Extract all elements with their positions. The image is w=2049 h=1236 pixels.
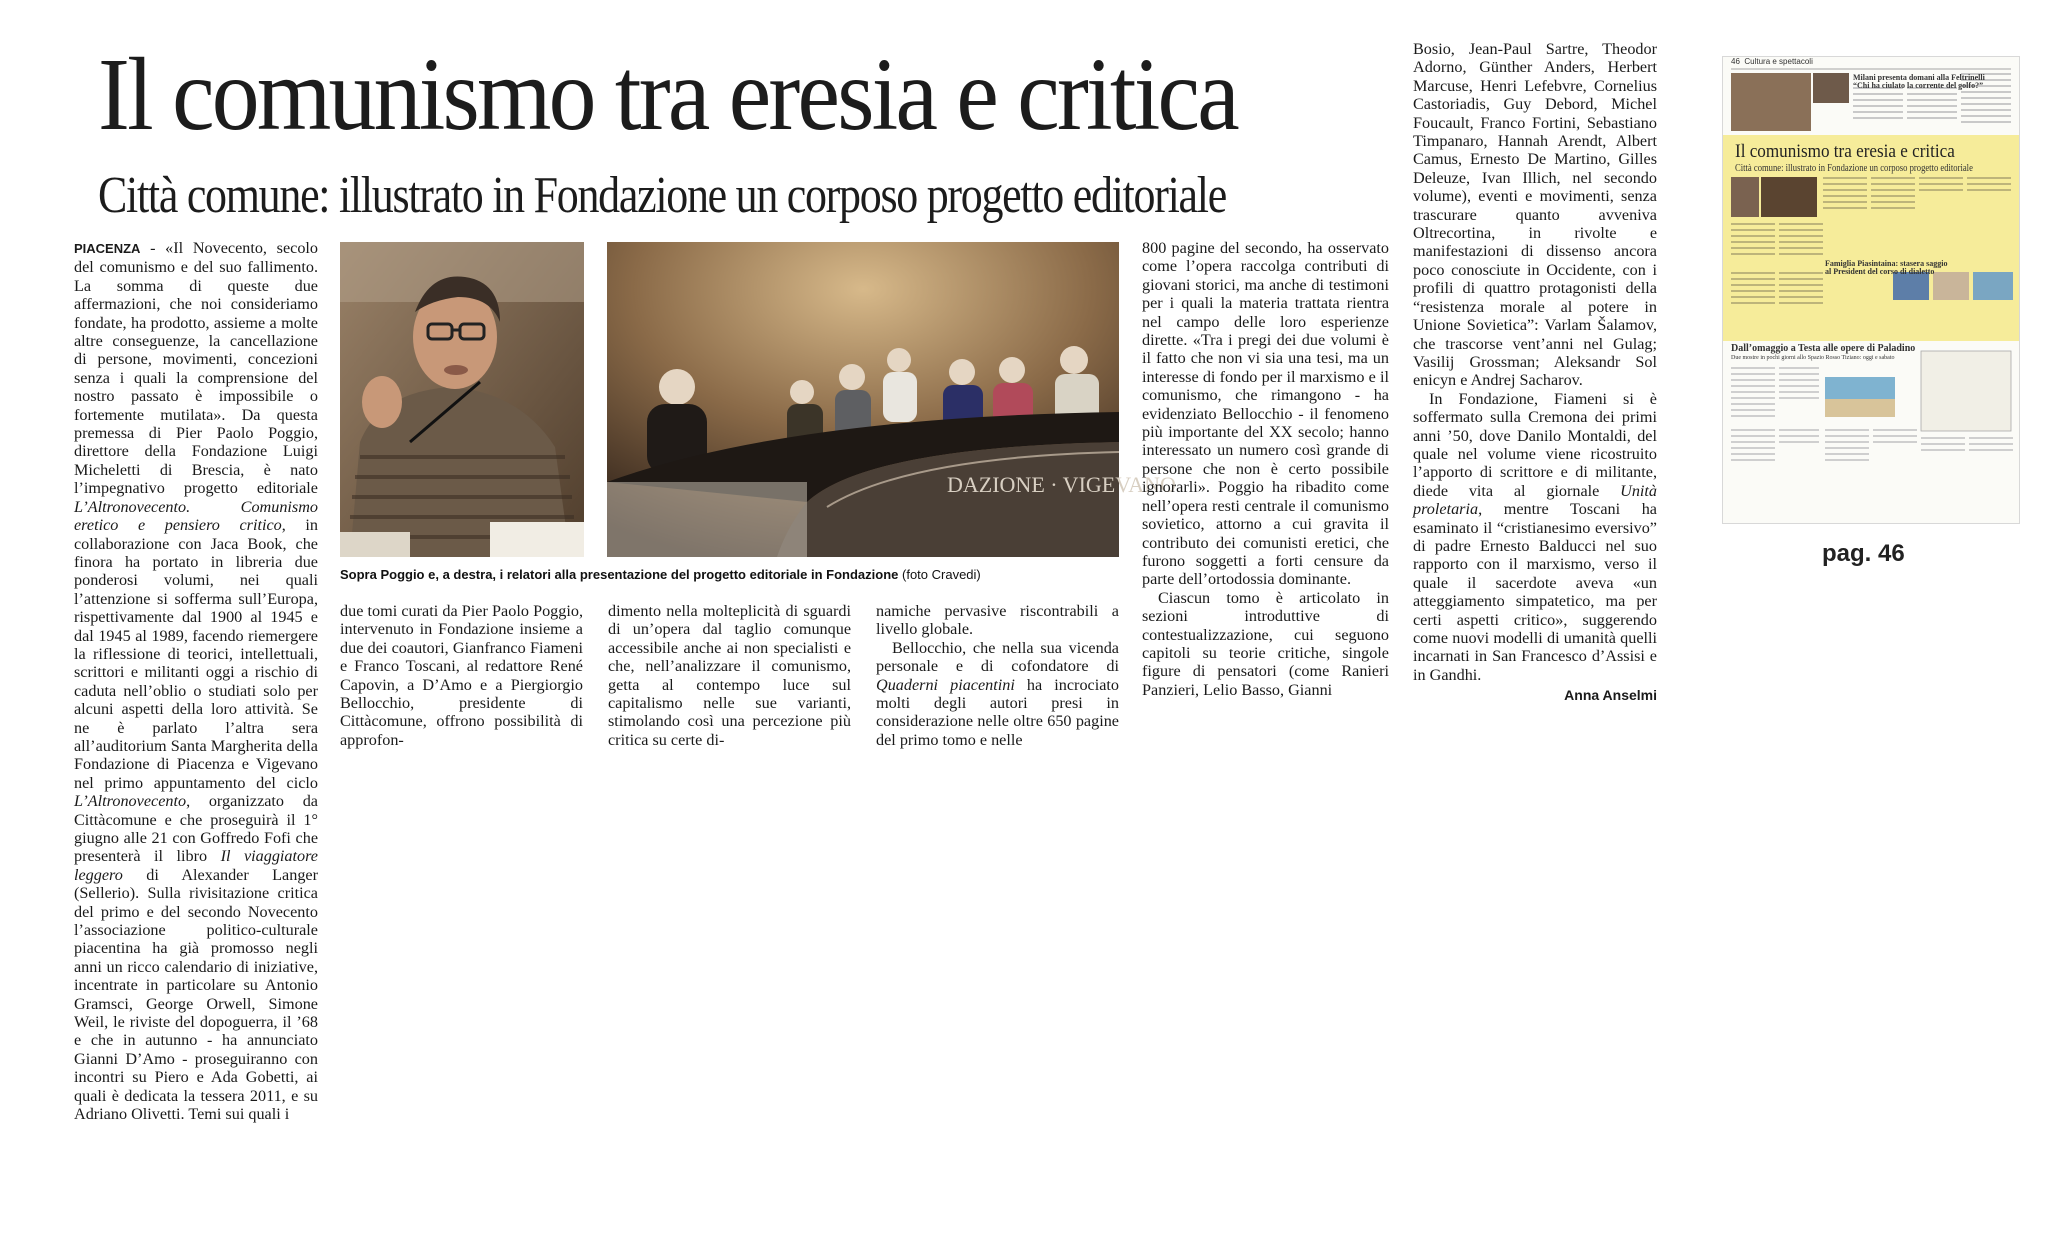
col6-p2a: In Fondazione, Fiameni si è soffermato sulla Cremona dei primi anni ’50, dove Danilo Montaldi, del quale nel volume viene ricostruito l’apporto di scrittore e di militante, diede vita al giornale <box>1413 389 1657 500</box>
article-column-2 <box>340 602 583 749</box>
col2-text: due tomi curati da Pier Paolo Poggio, intervenuto in Fondazione insieme a due dei coautori, Gianfranco Fiameni e Franco Toscani, al redattore René Capovin, a D’Amo e a Piergiorgio Bellocchio, presidente di Cittàcomune, offrono possibilità di approfon- <box>340 602 583 749</box>
dateline: PIACENZA <box>74 241 141 256</box>
thumbnail-section: Cultura e spettacoli <box>1744 57 1813 66</box>
col4-p2-title: Quaderni piacentini <box>876 675 1015 694</box>
col4-p2b: ha incrociato molti degli autori presi in considerazione nelle oltre 650 pagine del primo tomo e nelle <box>876 675 1120 749</box>
thumbnail-page-number: 46 <box>1731 57 1740 66</box>
thumbnail-header <box>1731 57 1813 66</box>
headline: Il comunismo tra eresia e critica <box>98 37 1237 152</box>
photo-panel-sign: DAZIONE · VIGEVANO <box>947 472 1176 497</box>
col6-p2 <box>1413 390 1657 685</box>
page-reference: pag. 46 <box>1822 540 1905 567</box>
photo-poggio-image <box>340 242 584 557</box>
thumbnail-story1-sub: “Chi ha ciulato la corrente del golfo?” <box>1853 81 1984 90</box>
col5-p2: Ciascun tomo è articolato in sezioni introduttive di contestualizzazione, cui seguono capitoli su teorie critiche, singole figure di pensatori (come Ranieri Panzieri, Lelio Basso, Gianni <box>1142 588 1389 699</box>
col1-rest: , in collaborazione con Jaca Book, che finora ha portato in libreria due ponderosi volumi, nei quali l’attenzione si sofferma sull’Europa, rispettivamente dal 1900 al 1945 e dal 1945 al 1989, facendo riemergere la riflessione di teorici, intellettuali, scrittori e militanti oggi a rischio di caduta nell’oblio o studiati solo per alcuni aspetti della loro attività. Se ne è parlato l’altra sera all’auditorium Santa Margherita della Fondazione di Piacenza e Vigevano nel primo appuntamento del ciclo <box>74 516 318 792</box>
thumbnail-story2-sub: al President del corso di dialetto <box>1825 267 1935 276</box>
photo-panel-image <box>607 242 1176 557</box>
author-signature: Anna Anselmi <box>1564 687 1657 704</box>
thumbnail-layout <box>1723 57 2019 523</box>
col1-lead: - «Il Novecento, secolo del comunismo e del suo fallimento. La somma di queste due affermazioni, che noi consideriamo fondate, ha prodotto, assieme a molte altre conseguenze, la cancellazione di persone, movimenti, concezioni senza i quali la comprensione del nostro passato è impossibile o fortemente mutilata». Da questa premessa di Pier Paolo Poggio, direttore della Fondazione Luigi Micheletti di Brescia, è nato l’impegnativo progetto editoriale <box>74 239 318 498</box>
thumbnail-story1-title: Milani presenta domani alla Feltrinelli <box>1853 73 1985 82</box>
col1-rest3: di Alexander Langer (Sellerio). Sulla rivisitazione critica del primo e del secondo Novecento l’associazione politico-culturale piacentina ha già promosso negli anni un ricco calendario di iniziative, incentrate in particolare su Antonio Gramsci, George Orwell, Simone Weil, le riviste del dopoguerra, il ’68 e che in autunno - ha annunciato Gianni D’Amo - proseguiranno con incontri su Piero e Ada Gobetti, ai quali è dedicata la tessera 2011, e su Adriano Olivetti. Temi sui quali i <box>74 865 318 1124</box>
col1-book2: Il viaggiatore leggero <box>74 847 318 884</box>
col6-p1: Bosio, Jean-Paul Sartre, Theodor Adorno, Günther Anders, Herbert Marcuse, Henri Lefebvre, Cornelius Castoriadis, Guy Debord, Michel Foucault, Franco Fortini, Sebastiano Timpanaro, Hannah Arendt, Albert Camus, Ernesto De Martino, Gilles Deleuze, Ivan Illich, nel secondo volume), eventi e movimenti, senza trascurare quanto avveniva Oltrecortina, in rivolte e manifestazioni di dissenso ancora poco conosciute in Occidente, con i profili di quattro protagonisti della “resistenza morale al potere in Unione Sovietica”: Varlam Šalamov, che trascorse vent’anni nel Gulag; Vasilij Grossman; Aleksandr Sol enicyn e Andrej Sacharov. <box>1413 40 1657 390</box>
col1-cycle-title: L’Altronovecento <box>74 792 187 811</box>
thumbnail-story3-title: Dall’omaggio a Testa alle opere di Paladino <box>1731 343 1916 354</box>
thumbnail-main-title: Il comunismo tra eresia e critica <box>1735 141 1955 162</box>
photo-panel <box>607 242 1176 557</box>
thumbnail-main-sub: Città comune: illustrato in Fondazione un corposo progetto editoriale <box>1735 163 1973 174</box>
article-column-6 <box>1413 40 1657 705</box>
page-thumbnail <box>1722 56 2020 524</box>
thumbnail-story2-title: Famiglia Piasintaina: stasera saggio <box>1825 259 1948 268</box>
col1-book-title: L’Altronovecento. Comunismo eretico e pensiero critico <box>74 497 318 535</box>
caption-credit: (foto Cravedi) <box>898 567 981 582</box>
col4-p2a: Bellocchio, che nella sua vicenda personale e di cofondatore di <box>876 638 1119 676</box>
col5-p1: 800 pagine del secondo, ha osservato come l’opera raccolga contributi di giovani storici, ma anche di testimoni per i quali la materia trattata rientra nel campo delle loro esperienze dirette. «Tra i pregi dei due volumi è il fatto che non vi sia una tesi, ma un interesse di fondo per il marxismo e il comunismo, che rimangono - ha evidenziato Bellocchio - il fenomeno più importante del XX secolo; hanno interessato un numero così grande di persone che non è certo possibile ignorarli». Poggio ha ribadito come nell’opera resti centrale il comunismo sovietico, attorno a cui gravita il contributo dei comunisti eretici, che furono soggetti a forti censure da parte dell’ortodossia dominante. <box>1142 239 1389 589</box>
caption-text: Sopra Poggio e, a destra, i relatori alla presentazione del progetto editoriale in Fondazione <box>340 567 899 582</box>
col6-p2-title: Unità proletaria <box>1413 481 1657 519</box>
photo-poggio <box>340 242 584 557</box>
col1-rest2: , organizzato da Cittàcomune e che proseguirà il 1° giugno alle 21 con Goffredo Fofi che presenterà il libro <box>74 792 318 866</box>
article-column-5 <box>1142 239 1389 699</box>
article-column-1 <box>74 239 318 1124</box>
thumbnail-story3-sub: Due mostre in pochi giorni allo Spazio Rosso Tiziano: oggi e sabato <box>1731 355 1895 361</box>
article-column-3 <box>608 602 851 749</box>
col4-p2 <box>876 639 1119 749</box>
article-column-4 <box>876 602 1119 749</box>
col3-text: dimento nella molteplicità di sguardi di un’opera dal taglio comunque accessibile anche ai non specialisti e che, nell’analizzare il comunismo, getta al contempo luce sul capitalismo nelle sue varianti, stimolando così una percezione più critica su certe di- <box>608 602 851 749</box>
col6-p2b: , mentre Toscani ha esaminato il “cristianesimo eversivo” di padre Ernesto Balducci nel suo rapporto con il marxismo, verso il quale il sacerdote aveva «un atteggiamento simpatetico, ma per certi aspetti critico», suggerendo come nuovi modelli di umanità quelli incarnati in San Francesco d’Assisi e in Gandhi. <box>1413 500 1657 684</box>
col4-p1: namiche pervasive riscontrabili a livello globale. <box>876 602 1119 639</box>
photo-caption <box>340 567 1120 582</box>
subheadline: Città comune: illustrato in Fondazione un corposo progetto editoriale <box>98 167 1226 224</box>
